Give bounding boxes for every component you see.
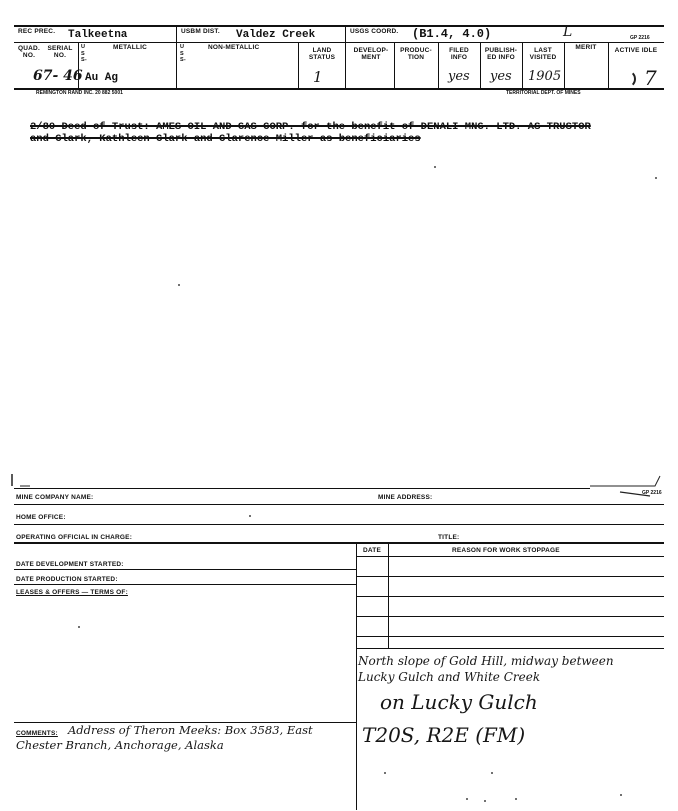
reason-header: REASON FOR WORK STOPPAGE <box>452 547 560 554</box>
col-published-info: PUBLISH-ED INFO <box>484 47 518 61</box>
divider <box>564 42 565 88</box>
speck <box>515 798 517 800</box>
col-merit: MERIT <box>575 44 597 51</box>
date-prod-started-label: DATE PRODUCTION STARTED: <box>16 576 118 583</box>
table-left-border <box>356 542 357 810</box>
speck <box>178 284 180 286</box>
speck <box>491 772 493 774</box>
rule <box>14 542 664 544</box>
table-rule <box>356 616 664 617</box>
title-label: TITLE: <box>438 534 460 541</box>
divider <box>176 25 177 88</box>
printer-line: REMINGTON RAND INC. 20 882 5001 <box>36 90 123 96</box>
divider <box>480 42 481 88</box>
location-line-4: T20S, R2E (FM) <box>362 723 526 747</box>
speck <box>620 794 622 796</box>
published-info-value: yes <box>490 69 512 84</box>
operating-official-label: OPERATING OFFICIAL IN CHARGE: <box>16 534 133 541</box>
col-uss-nonmetallic: U S S- <box>180 44 186 63</box>
speck <box>78 626 80 628</box>
dept-line: TERRITORIAL DEPT. OF MINES <box>506 90 581 96</box>
note-line-2: and Clark, Kathleen Clark and Clarence Miller as beneficiaries <box>30 133 421 145</box>
header-bottom-rule <box>14 42 664 43</box>
usbm-dist-label: USBM DIST. <box>181 28 220 35</box>
location-line-3: on Lucky Gulch <box>380 690 538 714</box>
rec-prec-label: REC PREC. <box>18 28 56 35</box>
rule <box>14 569 356 570</box>
note-line-1: 2/80 Deed of Trust: AMES OIL AND GAS CORP. for the benefit of DENALI MNG. LTD. AS TRUSTOR <box>30 121 591 133</box>
comments-line-2: Chester Branch, Anchorage, Alaska <box>16 738 224 752</box>
table-rule <box>356 648 664 649</box>
rec-prec-value: Talkeetna <box>68 29 128 41</box>
metallic-value: Au Ag <box>85 72 119 84</box>
usgs-coord-label: USGS COORD. <box>350 28 399 35</box>
rule <box>14 524 664 525</box>
col-filed-info: FILED INFO <box>449 47 469 61</box>
speck <box>466 798 468 800</box>
col-production: PRODUC-TION <box>400 47 432 61</box>
mine-address-label: MINE ADDRESS: <box>378 494 433 501</box>
table-rule <box>356 636 664 637</box>
quad-serial-value: 67- 46 <box>33 68 83 84</box>
card-torn-edge <box>0 464 678 504</box>
divider <box>608 42 609 88</box>
corner-mark: L <box>563 24 573 40</box>
comments-line-1: Address of Theron Meeks: Box 3583, East <box>68 723 313 737</box>
land-status-value: 1 <box>313 68 323 86</box>
date-dev-started-label: DATE DEVELOPMENT STARTED: <box>16 561 124 568</box>
back-top-rule <box>14 488 590 489</box>
leases-offers-label: LEASES & OFFERS — TERMS OF: <box>16 589 128 596</box>
active-idle-value: 7 <box>644 66 657 90</box>
table-rule <box>356 596 664 597</box>
divider <box>394 42 395 88</box>
divider <box>438 42 439 88</box>
idle-circle-mark <box>622 70 636 88</box>
col-metallic: METALLIC <box>113 44 147 51</box>
col-development: DEVELOP-MENT <box>353 47 389 61</box>
col-active-idle: ACTIVE IDLE <box>614 47 658 54</box>
date-column-divider <box>388 542 389 648</box>
filed-info-value: yes <box>448 69 470 84</box>
col-serial-no: SERIAL NO. <box>47 45 73 59</box>
mine-company-name-label: MINE COMPANY NAME: <box>16 494 94 501</box>
home-office-label: HOME OFFICE: <box>16 514 66 521</box>
last-visited-value: 1905 <box>528 69 562 84</box>
divider <box>298 42 299 88</box>
speck <box>249 515 251 517</box>
col-last-visited: LAST VISITED <box>529 47 557 61</box>
back-form-number: GP 2216 <box>642 490 662 496</box>
speck <box>434 166 436 168</box>
table-rule <box>356 576 664 577</box>
usbm-dist-value: Valdez Creek <box>236 29 316 41</box>
speck <box>484 800 486 802</box>
date-header: DATE <box>362 547 381 554</box>
speck <box>655 177 657 179</box>
speck <box>384 772 386 774</box>
rule <box>14 584 356 585</box>
rule <box>14 504 664 505</box>
divider <box>522 42 523 88</box>
divider <box>345 25 346 88</box>
col-non-metallic: NON-METALLIC <box>208 44 260 51</box>
form-number: GP 2216 <box>630 35 650 41</box>
location-line-1: North slope of Gold Hill, midway between <box>358 654 614 668</box>
location-line-2: Lucky Gulch and White Creek <box>358 670 541 684</box>
table-rule <box>356 556 664 557</box>
col-uss-metallic: U S S- <box>81 44 87 63</box>
col-quad-no: QUAD. NO. <box>18 45 40 59</box>
usgs-coord-value: (B1.4, 4.0) <box>412 27 492 41</box>
comments-label: COMMENTS: <box>16 730 58 737</box>
col-land-status: LAND STATUS <box>308 47 336 61</box>
